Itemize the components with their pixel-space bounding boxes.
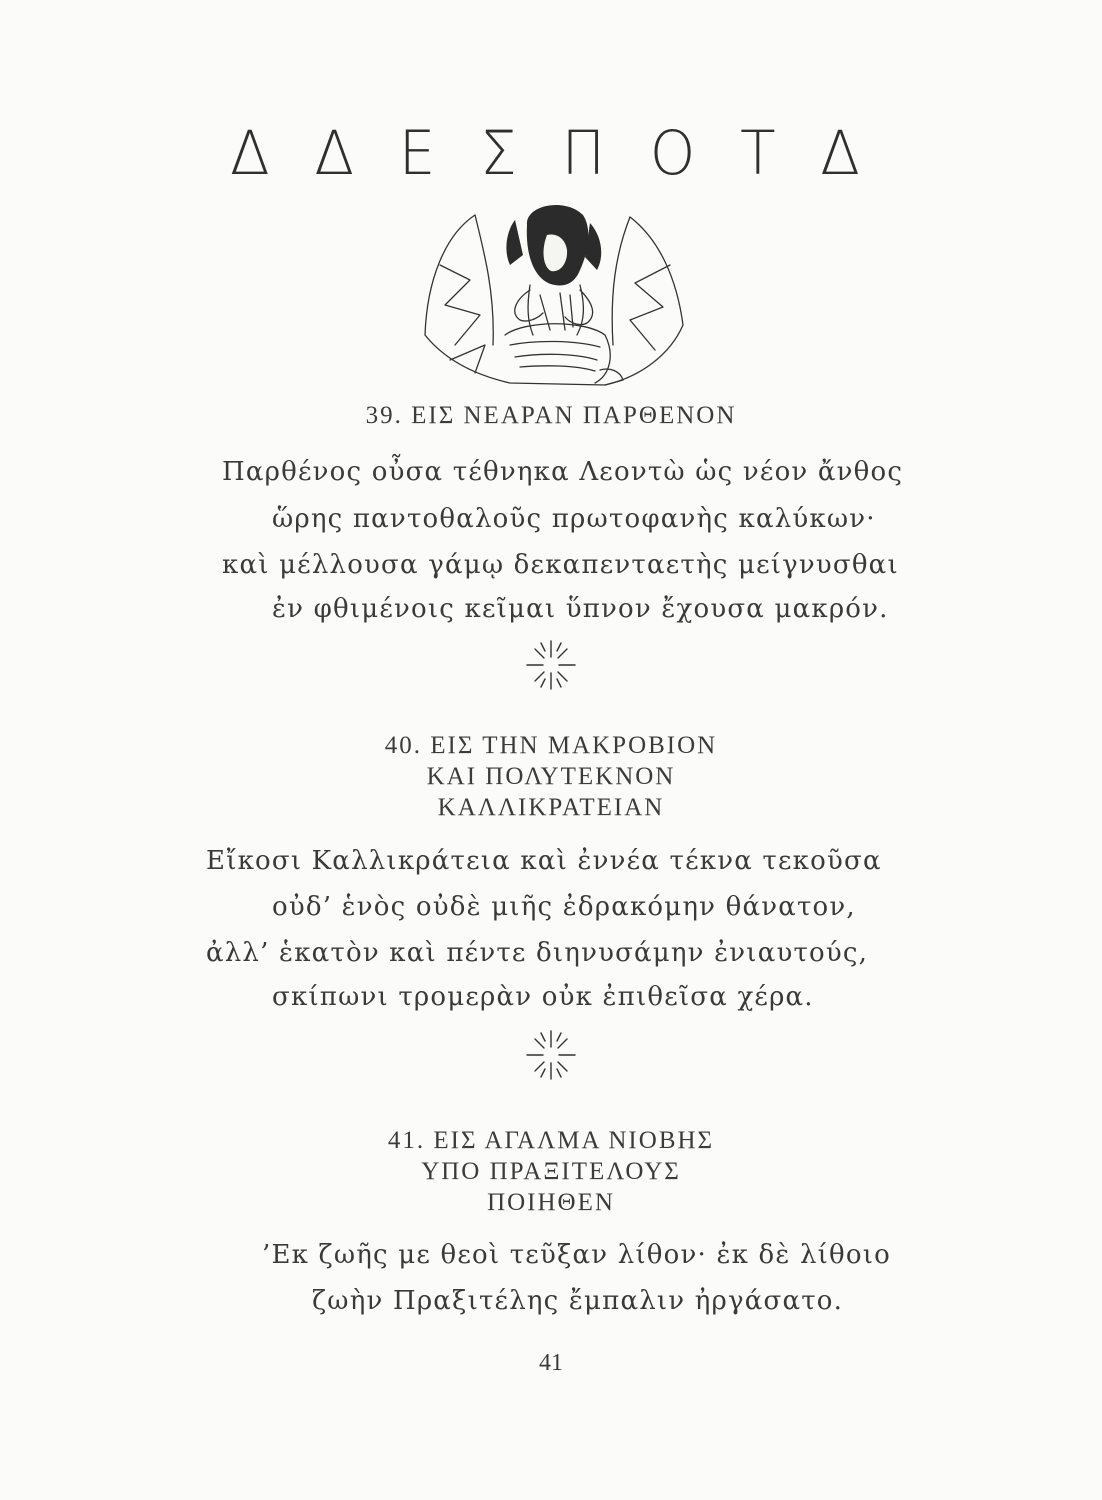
- title-letter: Σ: [480, 117, 517, 189]
- poem-heading-line: ΚΑΛΛΙΚΡΑΤΕΙΑΝ: [437, 794, 665, 821]
- verse-line: ἀλλ’ ἑκατὸν καὶ πέντε διηνυσάμην ἐνιαυτούς,: [206, 938, 869, 968]
- verse-line: ζωὴν Πραξιτέλης ἔμπαλιν ἠργάσατο.: [312, 1286, 844, 1316]
- poem-heading: [0, 400, 1102, 431]
- title-letter: Ο: [649, 117, 696, 189]
- star-ornament-icon: [523, 1027, 579, 1083]
- poem-heading-line: ΥΠΟ ΠΡΑΞΙΤΕΛΟΥΣ: [421, 1158, 681, 1185]
- poem-heading: [0, 730, 1102, 823]
- title-letter: Π: [561, 117, 606, 189]
- poem-heading: [0, 1125, 1102, 1218]
- title-letter: Δ: [230, 117, 270, 189]
- verse-line: ὥρης παντοθαλοῦς πρωτοφανὴς καλύκων·: [272, 504, 876, 534]
- star-ornament-icon: [523, 637, 579, 693]
- verse-line: ἐν φθιμένοις κεῖμαι ὕπνον ἔχουσα μακρόν.: [272, 594, 889, 624]
- title-letter: Τ: [740, 117, 776, 189]
- title-letter: Δ: [820, 117, 860, 189]
- verse-line: οὐδ’ ἑνὸς οὐδὲ μιῆς ἐδρακόμην θάνατον,: [272, 892, 856, 922]
- verse-line: καὶ μέλλουσα γάμῳ δεκαπενταετὴς μείγνυσθαι: [222, 550, 899, 580]
- poem-heading-line: 40. ΕΙΣ ΤΗΝ ΜΑΚΡΟΒΙΟΝ: [384, 732, 718, 759]
- page-title: [230, 112, 860, 189]
- title-letter: Ε: [398, 117, 436, 189]
- poem-heading-line: ΚΑΙ ΠΟΛΥΤΕΚΝΟΝ: [426, 763, 676, 790]
- poem-heading-line: 41. ΕΙΣ ΑΓΑΛΜΑ ΝΙΟΒΗΣ: [387, 1127, 715, 1154]
- page-number: 41: [539, 1350, 563, 1376]
- poem-heading-line: 39. ΕΙΣ ΝΕΑΡΑΝ ΠΑΡΘΕΝΟΝ: [365, 402, 737, 429]
- mourning-figure-illustration: [415, 195, 695, 390]
- verse-line: Εἴκοσι Καλλικράτεια καὶ ἐννέα τέκνα τεκοῦσα: [206, 846, 882, 876]
- verse-line: σκίπωνι τρομερὰν οὐκ ἐπιθεῖσα χέρα.: [272, 982, 814, 1012]
- title-letter: Δ: [314, 117, 355, 189]
- verse-line: Παρθένος οὖσα τέθνηκα Λεοντὼ ὡς νέον ἄνθος: [222, 457, 904, 487]
- poem-heading-line: ΠΟΙΗΘΕΝ: [487, 1189, 615, 1216]
- verse-line: ’Εκ ζωῆς με θεοὶ τεῦξαν λίθον· ἐκ δὲ λίθοιο: [262, 1240, 892, 1270]
